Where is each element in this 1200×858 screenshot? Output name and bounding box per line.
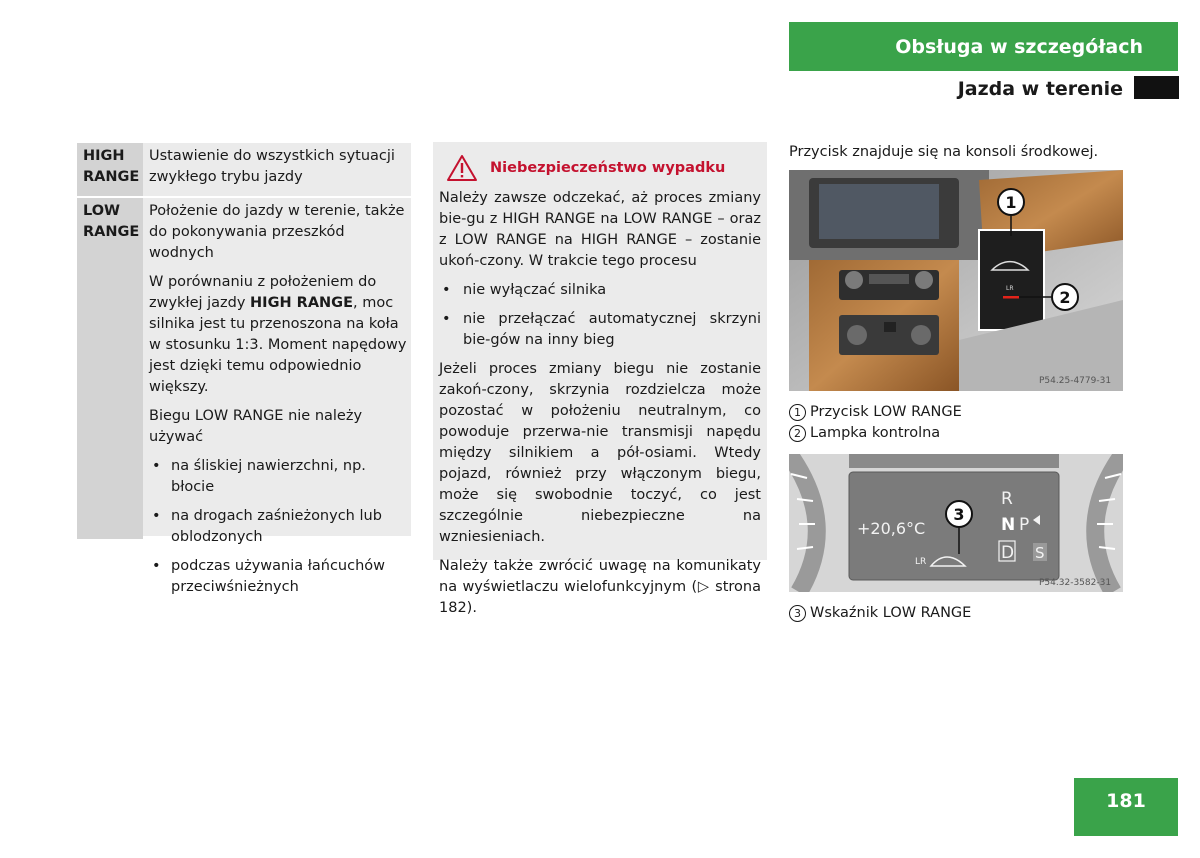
photo-code: P54.25-4779-31 xyxy=(1039,376,1112,386)
high-range-bold: HIGH RANGE xyxy=(250,295,353,311)
gear-r: R xyxy=(1001,489,1013,509)
display-illustration xyxy=(789,454,1123,592)
svg-text:LR: LR xyxy=(915,557,927,567)
table-row xyxy=(77,143,411,198)
mode-description-text: Ustawienie do wszystkich sytuacji zwykłego trybu jazdy xyxy=(149,148,395,185)
mode-key-high-range: HIGH RANGE xyxy=(77,143,143,196)
callout-2: 2 xyxy=(1059,288,1071,307)
callout-number: 1 xyxy=(789,404,806,421)
table-row xyxy=(77,198,411,595)
section-title xyxy=(789,22,1178,71)
callout-number: 2 xyxy=(789,425,806,442)
callout-1: 1 xyxy=(1005,193,1017,212)
list-item: • podczas używania łańcuchów przeciwśnieżnych xyxy=(149,556,407,598)
section-marker xyxy=(1134,76,1179,99)
caption-text: Przycisk LOW RANGE xyxy=(810,404,962,420)
console-illustration xyxy=(789,170,1123,391)
gear-d: D xyxy=(1001,543,1015,563)
callout-number: 3 xyxy=(789,605,806,622)
gear-n: N xyxy=(1001,515,1016,535)
page-number xyxy=(1074,778,1178,836)
console-photo xyxy=(789,170,1123,391)
low-range-restrictions-list xyxy=(149,456,407,598)
warning-title: Niebezpieczeństwo wypadku xyxy=(490,159,726,176)
mode-description-text: Położenie do jazdy w terenie, także do pokonywania przeszkód wodnych xyxy=(149,203,405,261)
gear-p: P xyxy=(1019,515,1030,535)
warning-box xyxy=(433,142,767,616)
modes-table xyxy=(77,143,411,595)
warning-list xyxy=(439,280,761,351)
subsection-title: Jazda w terenie xyxy=(957,78,1123,100)
warning-header xyxy=(446,154,761,182)
mode-key-low-range: LOW RANGE xyxy=(77,198,143,539)
callout-3: 3 xyxy=(953,505,965,524)
warning-paragraph: Należy także zwrócić uwagę na komunikaty na wyświetlaczu wielofunkcyjnym (▷ strona 182). xyxy=(439,558,761,616)
caption-text: Wskaźnik LOW RANGE xyxy=(810,605,972,621)
caption-line xyxy=(789,423,940,444)
display-photo xyxy=(789,454,1123,592)
warning-triangle-icon xyxy=(446,154,478,182)
mode-description xyxy=(143,143,411,196)
caption-line xyxy=(789,603,971,624)
button-location-text: Przycisk znajduje się na konsoli środkowej. xyxy=(789,144,1099,160)
list-item: • na drogach zaśnieżonych lub oblodzonych xyxy=(149,506,407,548)
caption-line xyxy=(789,402,962,423)
low-range-usage-text: Biegu LOW RANGE nie należy używać xyxy=(149,408,363,445)
caption-text: Lampka kontrolna xyxy=(810,425,941,441)
mode-description xyxy=(143,198,411,595)
mode-comparison-text: W porównaniu z położeniem do zwykłej jazdy HIGH RANGE, moc silnika jest tu przenoszona na koła w stosunku 1:3. Moment napędowy jest dzięki temu odpowiednio większy. xyxy=(149,274,407,395)
warning-paragraph: Należy zawsze odczekać, aż proces zmiany bie-gu z HIGH RANGE na LOW RANGE – oraz z LOW RANGE na HIGH RANGE – zostanie ukoń-czony. W trakcie tego procesu xyxy=(439,190,761,269)
warning-paragraph: Jeżeli proces zmiany biegu nie zostanie zakoń-czony, skrzynia rozdzielcza może pozostać w położeniu neutralnym, co powoduje przerwa-nie transmisji napędu między silnikiem a pół-osiami. Wtedy pojazd, również przy włączonym biegu, może się swobodnie toczyć, co jest szczególnie niebezpieczne na wzniesieniach. xyxy=(439,361,761,545)
list-item: • na śliskiej nawierzchni, np. błocie xyxy=(149,456,407,498)
list-item: • nie przełączać automatycznej skrzyni bie-gów na inny bieg xyxy=(439,309,761,351)
photo-code: P54.32-3582-31 xyxy=(1039,578,1112,588)
page-number-text: 181 xyxy=(1106,790,1146,812)
temperature-readout: +20,6°C xyxy=(857,519,926,538)
svg-text:LR: LR xyxy=(1006,285,1014,292)
list-item: • nie wyłączać silnika xyxy=(439,280,761,301)
gear-s: S xyxy=(1035,544,1045,562)
section-title-text: Obsługa w szczegółach xyxy=(895,35,1143,58)
